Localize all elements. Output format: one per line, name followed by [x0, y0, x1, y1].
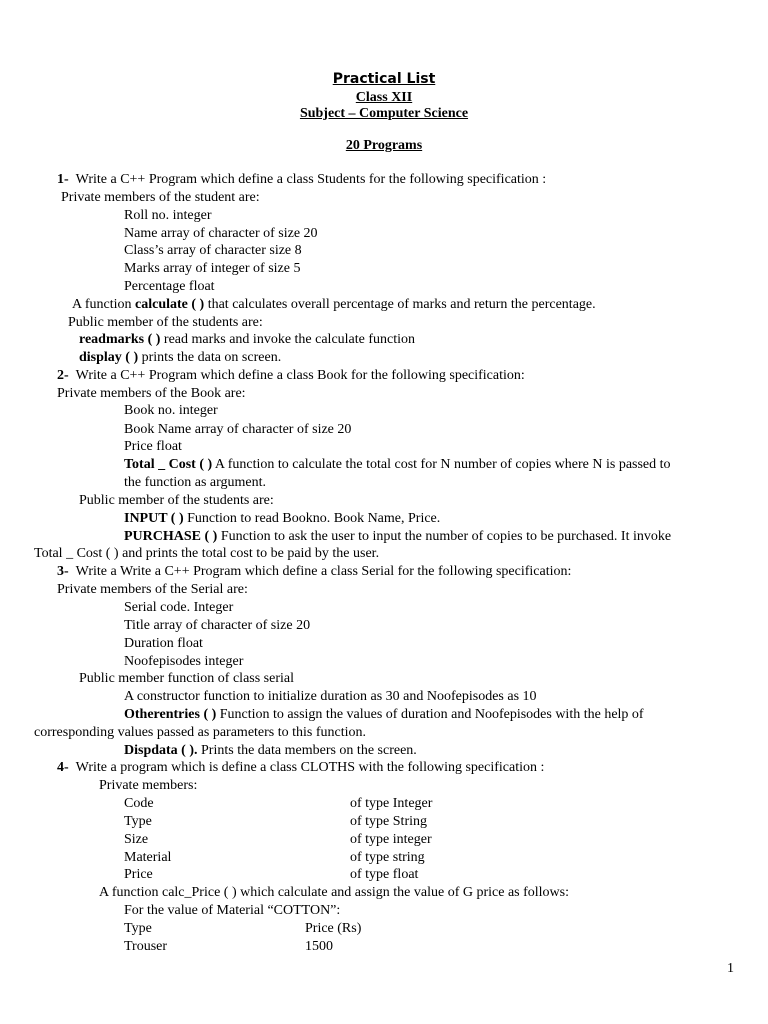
function-desc-cont: corresponding values passed as parameters to this function.: [34, 725, 367, 740]
function-desc: prints the data on screen.: [138, 350, 282, 365]
function-name: display ( ): [79, 350, 139, 365]
member-name: Material: [124, 850, 172, 865]
program-number: 2-: [57, 368, 69, 383]
program-2-intro: [57, 367, 525, 384]
member-line: Class’s array of character size 8: [124, 243, 302, 258]
function-line: [79, 331, 415, 348]
member-line: Marks array of integer of size 5: [124, 261, 301, 276]
member-name: Type: [124, 814, 152, 829]
private-heading: Private members:: [99, 778, 198, 793]
function-desc: read marks and invoke the calculate function: [160, 332, 416, 347]
table-header-type: Type: [124, 921, 152, 936]
member-type: of type String: [350, 814, 427, 829]
program-3-intro: [57, 563, 571, 580]
function-name: readmarks ( ): [79, 332, 161, 347]
program-1-intro: [57, 171, 546, 188]
member-type: of type integer: [350, 832, 432, 847]
function-name: calculate ( ): [135, 297, 205, 312]
program-number: 3-: [57, 564, 69, 579]
function-line: [124, 528, 671, 545]
function-name: PURCHASE ( ): [124, 529, 218, 544]
material-line: For the value of Material “COTTON”:: [124, 903, 341, 918]
function-desc-cont: the function as argument.: [124, 475, 267, 490]
member-line: Title array of character of size 20: [124, 618, 311, 633]
program-text: Write a Write a C++ Program which define a class Serial for the following specification:: [75, 564, 572, 579]
subject-heading: Subject – Computer Science: [299, 106, 469, 121]
public-heading: Public member of the students are:: [79, 493, 274, 508]
public-heading: Public member of the students are:: [68, 315, 263, 330]
table-cell-price: 1500: [305, 939, 333, 954]
member-line: Roll no. integer: [124, 208, 212, 223]
function-desc: Function to ask the user to input the number of copies to be purchased. It invoke: [217, 529, 672, 544]
function-line: [72, 296, 596, 313]
function-line: [124, 510, 440, 527]
class-heading: Class XII: [355, 90, 413, 105]
member-type: of type string: [350, 850, 425, 865]
function-line: [124, 456, 671, 473]
function-name: Otherentries ( ): [124, 707, 217, 722]
function-desc: Prints the data members on the screen.: [197, 743, 417, 758]
function-name: Total _ Cost ( ): [124, 457, 213, 472]
function-name: INPUT ( ): [124, 511, 184, 526]
member-line: Duration float: [124, 636, 203, 651]
function-desc-cont: Total _ Cost ( ) and prints the total cost to be paid by the user.: [34, 546, 380, 561]
function-desc: A function to calculate the total cost for N number of copies where N is passed to: [212, 457, 671, 472]
function-desc: Function to assign the values of duration and Noofepisodes with the help of: [216, 707, 644, 722]
program-text: Write a C++ Program which define a class Students for the following specification :: [75, 172, 547, 187]
member-type: of type float: [350, 867, 419, 882]
member-type: of type Integer: [350, 796, 433, 811]
function-desc: that calculates overall percentage of marks and return the percentage.: [204, 297, 596, 312]
member-name: Code: [124, 796, 154, 811]
constructor-line: A constructor function to initialize duration as 30 and Noofepisodes as 10: [124, 689, 537, 704]
program-number: 4-: [57, 760, 69, 775]
member-line: Book Name array of character of size 20: [124, 422, 352, 437]
member-line: Noofepisodes integer: [124, 654, 244, 669]
program-text: Write a C++ Program which define a class Book for the following specification:: [75, 368, 525, 383]
programs-heading: 20 Programs: [345, 138, 423, 153]
function-prefix: A function: [72, 297, 135, 312]
program-4-intro: [57, 759, 544, 776]
function-line: [124, 706, 644, 723]
private-heading: Private members of the Book are:: [57, 386, 246, 401]
page-title: Practical List: [332, 71, 436, 87]
member-name: Price: [124, 867, 153, 882]
public-heading: Public member function of class serial: [79, 671, 294, 686]
function-desc: Function to read Bookno. Book Name, Price.: [183, 511, 441, 526]
member-name: Size: [124, 832, 149, 847]
function-line: [124, 742, 417, 759]
member-line: Book no. integer: [124, 403, 218, 418]
table-header-price: Price (Rs): [305, 921, 362, 936]
function-line: A function calc_Price ( ) which calculate and assign the value of G price as follows:: [99, 885, 570, 900]
function-name: Dispdata ( ).: [124, 743, 198, 758]
function-line: [79, 349, 281, 366]
private-heading: Private members of the Serial are:: [57, 582, 248, 597]
member-line: Price float: [124, 439, 182, 454]
program-number: 1-: [57, 172, 69, 187]
page-number: 1: [727, 961, 734, 976]
member-line: Name array of character of size 20: [124, 226, 318, 241]
table-cell-type: Trouser: [124, 939, 168, 954]
member-line: Percentage float: [124, 279, 215, 294]
member-line: Serial code. Integer: [124, 600, 234, 615]
private-heading: Private members of the student are:: [61, 190, 260, 205]
program-text: Write a program which is define a class CLOTHS with the following specification :: [75, 760, 545, 775]
